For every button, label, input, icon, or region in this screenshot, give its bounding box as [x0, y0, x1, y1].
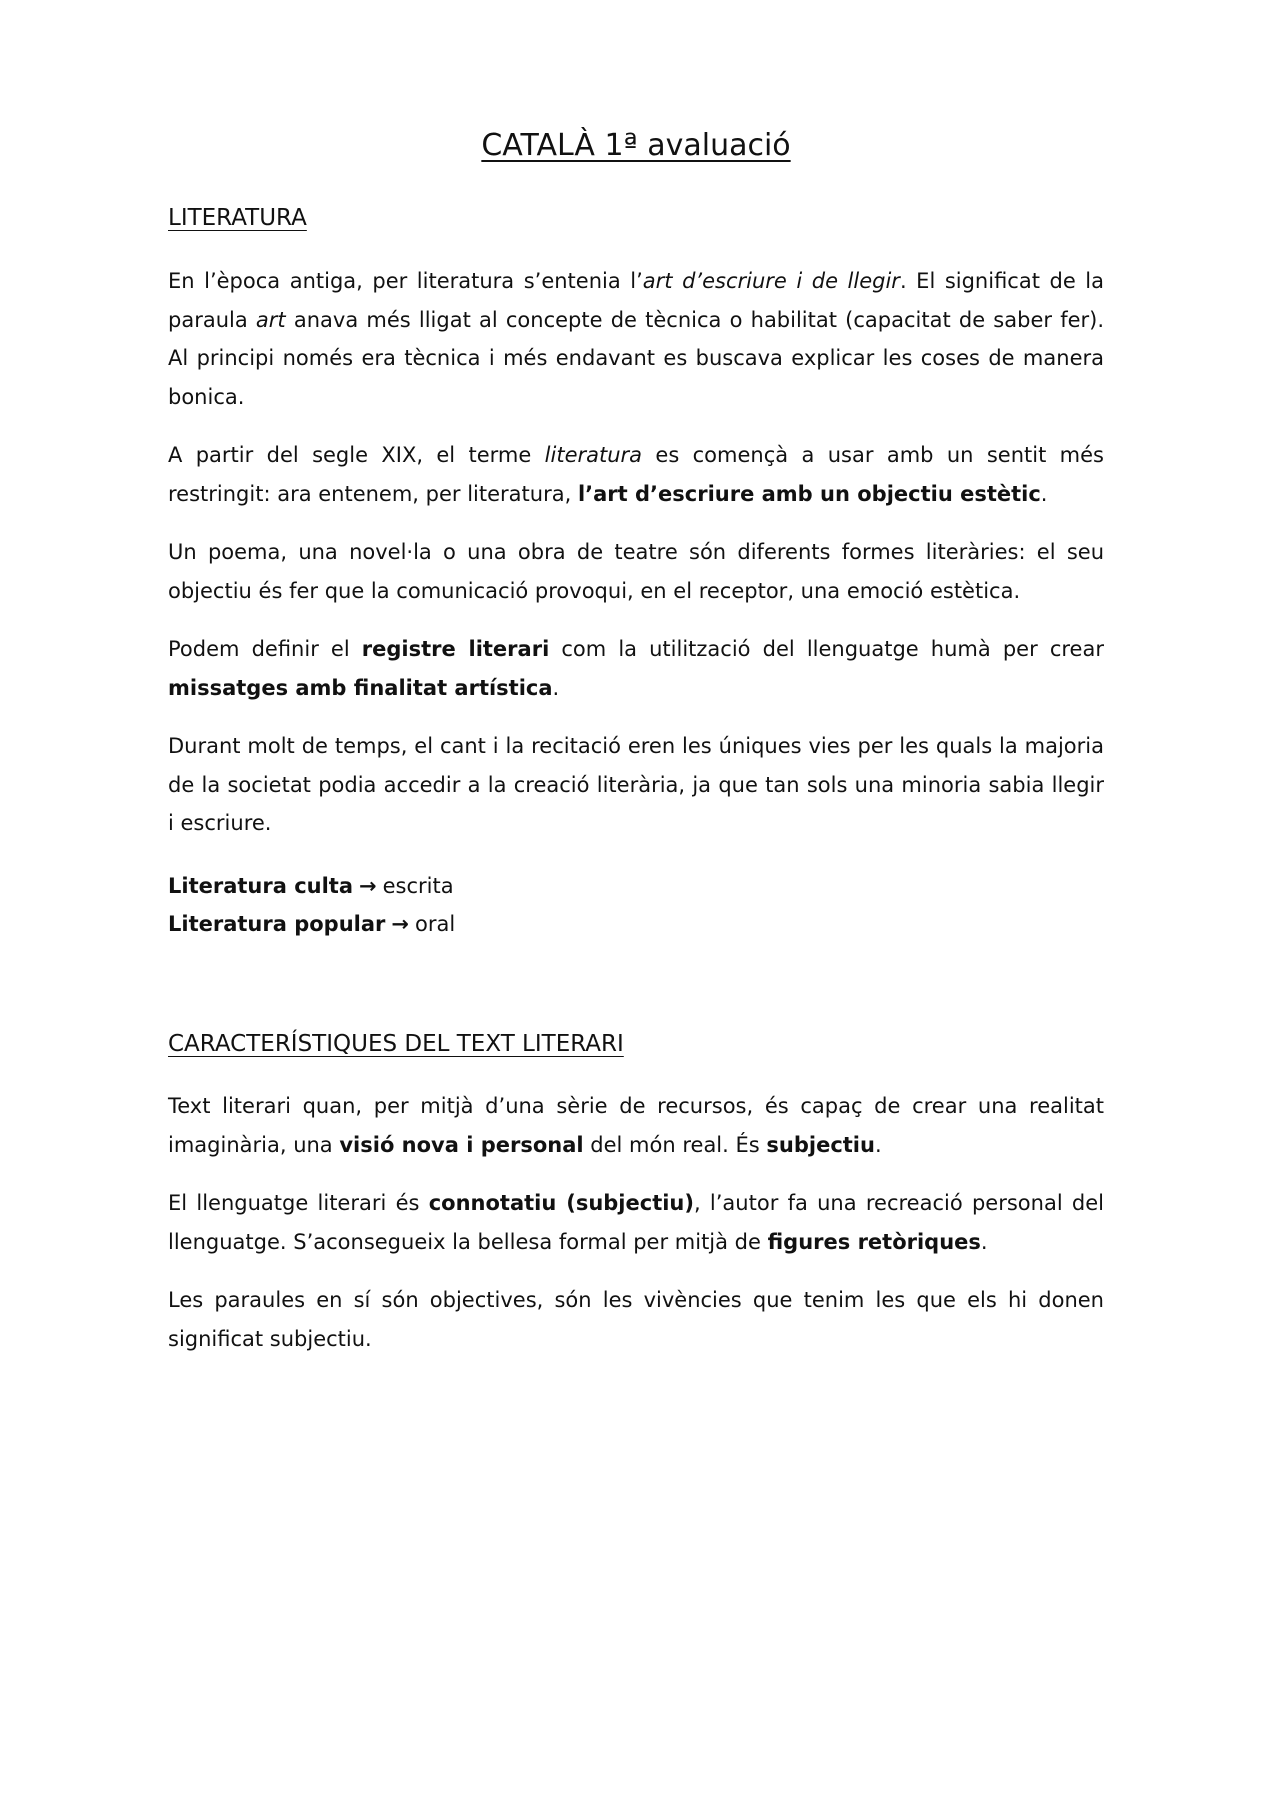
bold-text: missatges amb finalitat artística	[168, 675, 553, 700]
text-run: .	[874, 1132, 882, 1157]
text-run: El llenguatge literari és	[168, 1191, 429, 1215]
text-run: del món real. És	[583, 1132, 767, 1157]
text-run: com la utilització del llenguatge humà per crear	[549, 637, 1104, 661]
text-run: .	[1040, 481, 1048, 506]
italic-text: art d’escriure i de llegir	[642, 269, 900, 293]
text-run: . El significat de la paraula	[168, 269, 1105, 332]
paragraph-segle-xix	[168, 436, 1104, 513]
bold-text: connotatiu (subjectiu)	[428, 1191, 694, 1215]
bold-text: subjectiu	[766, 1132, 875, 1157]
definition-literatura-popular	[168, 905, 455, 943]
page-title-text: CATALÀ 1ª avaluació	[481, 128, 791, 163]
text-run: Text literari quan, per mitjà d’una sèrie de recursos, és capaç de crear una realitat imaginària, una	[168, 1094, 1104, 1157]
text-run: Podem definir el	[168, 637, 362, 661]
text-run: es començà a usar amb un sentit més restringit: ara entenem, per literatura,	[168, 443, 1104, 506]
paragraph-llenguatge-literari	[168, 1184, 1104, 1261]
text-run: .	[552, 675, 560, 700]
text-run: , l’autor fa una recreació personal del llenguatge. S’aconsegueix la bellesa formal per mitjà de	[168, 1191, 1104, 1254]
bold-text: registre literari	[361, 637, 550, 661]
paragraph-registre-literari	[168, 630, 1104, 707]
bold-text: figures retòriques	[767, 1229, 981, 1254]
paragraph-cant-recitacio: Durant molt de temps, el cant i la recitació eren les úniques vies per les quals la majoria de la societat podia accedir a la creació literària, ja que tan sols una minoria sabia llegir i escriure.	[168, 734, 1104, 835]
definition-literatura-culta	[168, 867, 454, 905]
paragraph-paraules-objectives: Les paraules en sí són objectives, són les vivències que tenim les que els hi donen significat subjectiu.	[168, 1288, 1104, 1351]
text-run: A partir del segle XIX, el terme	[168, 443, 545, 467]
definition-term: Literatura culta	[168, 874, 354, 898]
italic-text: literatura	[544, 443, 643, 467]
bold-text: l’art d’escriure amb un objectiu estètic	[577, 481, 1041, 506]
definition-term: Literatura popular	[168, 912, 386, 936]
section-heading-caracteristiques: CARACTERÍSTIQUES DEL TEXT LITERARI	[168, 1031, 624, 1057]
text-run: anava més lligat al concepte de tècnica o habilitat (capacitat de saber fer). Al principi només era tècnica i més endavant es buscava explicar les coses de manera bonica.	[168, 307, 1105, 409]
definition-value: escrita	[382, 874, 454, 898]
italic-text: art	[255, 307, 286, 332]
section-heading-literatura: LITERATURA	[168, 205, 307, 231]
bold-text: visió nova i personal	[339, 1132, 584, 1157]
paragraph-formes-literaries: Un poema, una novel·la o una obra de teatre són diferents formes literàries: el seu objectiu és fer que la comunicació provoqui, en el receptor, una emoció estètica.	[168, 540, 1104, 603]
paragraph-literatura-antiga	[168, 262, 1104, 416]
text-run: .	[980, 1229, 988, 1254]
page-title	[168, 126, 1104, 166]
paragraph-text-literari	[168, 1087, 1104, 1164]
text-run: En l’època antiga, per literatura s’entenia l’	[168, 269, 643, 293]
definition-value: oral	[415, 912, 456, 936]
arrow-right-icon: →	[359, 874, 377, 898]
arrow-right-icon: →	[391, 912, 409, 936]
